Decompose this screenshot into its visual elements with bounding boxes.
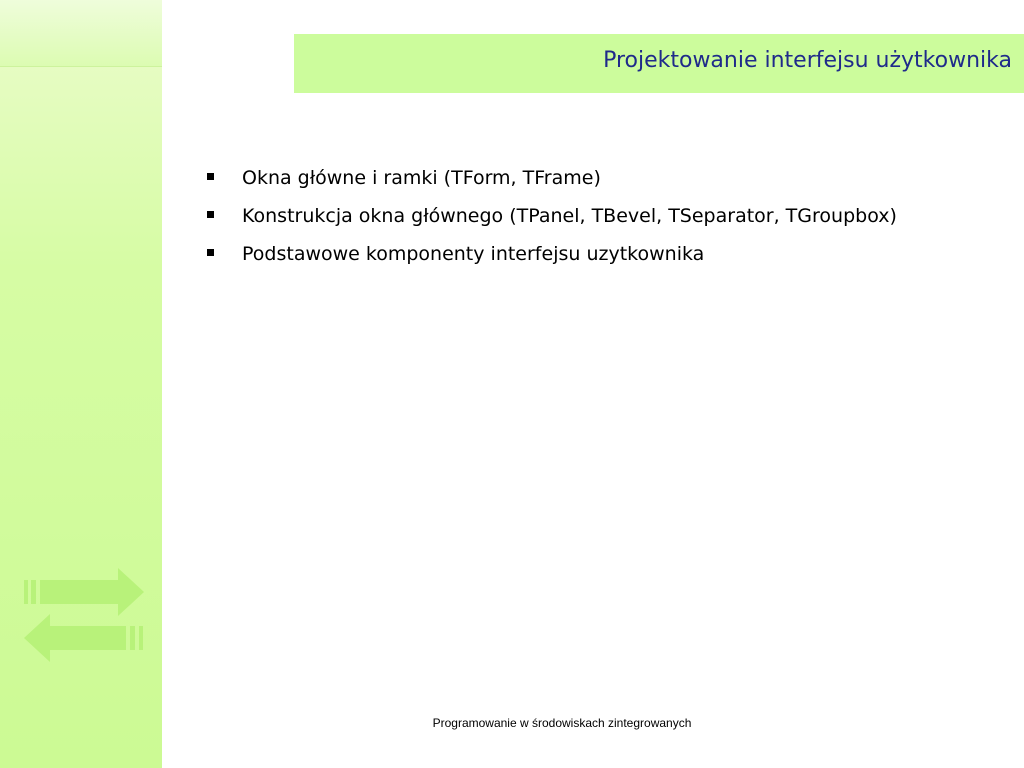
title-bar [294,34,1024,93]
slide-title: Projektowanie interfejsu użytkownika [603,48,1012,73]
sidebar-panel [0,0,162,768]
navigation-arrows-icon [22,564,146,664]
slide-footer: Programowanie w środowiskach zintegrowanych [432,716,692,730]
bullet-text: Okna główne i ramki (TForm, TFrame) [242,167,601,189]
square-bullet-icon [207,173,214,180]
bullet-item [204,166,924,190]
bullet-text: Konstrukcja okna głównego (TPanel, TBevel, TSeparator, TGroupbox) [242,205,897,227]
bullet-item [204,204,924,228]
bullet-list [204,166,924,280]
bullet-item [204,242,924,266]
sidebar-top-block [0,0,162,67]
square-bullet-icon [207,249,214,256]
bullet-text: Podstawowe komponenty interfejsu uzytkownika [242,243,705,265]
square-bullet-icon [207,211,214,218]
